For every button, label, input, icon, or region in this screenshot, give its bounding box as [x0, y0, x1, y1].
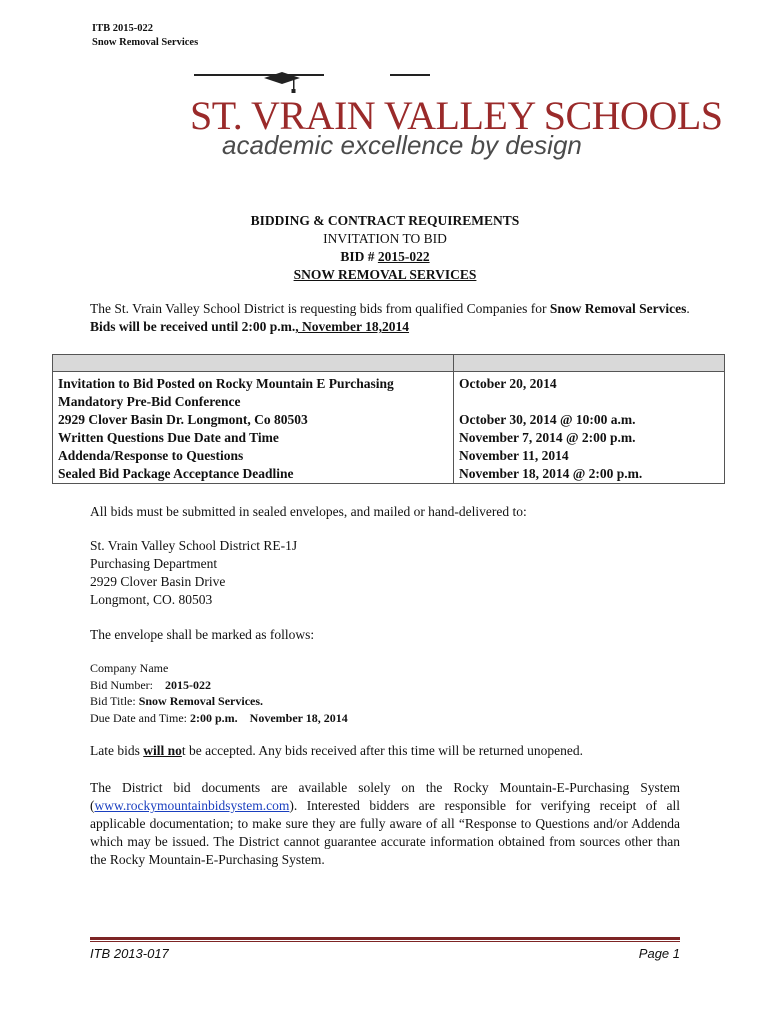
graduation-cap-icon: [262, 72, 302, 94]
page-number: Page 1: [638, 946, 680, 961]
bid-title-heading: SNOW REMOVAL SERVICES: [293, 267, 477, 282]
footer-divider-thin: [90, 941, 680, 942]
logo-name: ST. VRAIN VALLEY SCHOOLS: [190, 93, 723, 138]
intro-paragraph: The St. Vrain Valley School District is requesting bids from qualified Companies for Snow Removal Services. Bids will be received until 2:00 p.m., November 18,2014: [90, 301, 690, 334]
event-label: Invitation to Bid Posted on Rocky Mountain E Purchasing: [58, 376, 394, 391]
doc-id: ITB 2015-022: [92, 23, 153, 34]
doc-title: Snow Removal Services: [92, 37, 199, 48]
bid-number-heading: BID # 2015-022: [340, 249, 430, 264]
mailing-address: St. Vrain Valley School District RE-1J Purchasing Department 2929 Clover Basin Drive Longmont, CO. 80503: [90, 538, 298, 607]
event-date: [459, 393, 719, 411]
event-date: October 30, 2014 @ 10:00 a.m.: [459, 412, 636, 427]
late-bids-text: Late bids will not be accepted. Any bids received after this time will be returned unopened.: [90, 743, 583, 758]
event-date: November 11, 2014: [459, 448, 569, 463]
envelope-marking: Company Name Bid Number: 2015-022 Bid Title: Snow Removal Services. Due Date and Time: 2:00 p.m. November 18, 2014: [90, 661, 348, 725]
submission-text: All bids must be submitted in sealed envelopes, and mailed or hand-delivered to:: [90, 504, 527, 519]
event-label: Addenda/Response to Questions: [58, 448, 244, 463]
event-label: Mandatory Pre-Bid Conference: [58, 394, 241, 409]
schedule-table: [52, 354, 725, 484]
title-line2: INVITATION TO BID: [323, 231, 447, 246]
footer-doc-id: ITB 2013-017: [90, 946, 169, 961]
event-label: 2929 Clover Basin Dr. Longmont, Co 80503: [58, 412, 308, 427]
event-date: November 18, 2014 @ 2:00 p.m.: [459, 466, 643, 481]
event-date: October 20, 2014: [459, 376, 557, 391]
event-label: Sealed Bid Package Acceptance Deadline: [58, 466, 294, 481]
footer-divider: [90, 937, 680, 940]
event-date: November 7, 2014 @ 2:00 p.m.: [459, 430, 636, 445]
envelope-intro: The envelope shall be marked as follows:: [90, 627, 315, 642]
district-logo: [190, 72, 723, 162]
table-row: [53, 372, 725, 484]
table-header-row: [53, 355, 725, 372]
title-line1: BIDDING & CONTRACT REQUIREMENTS: [250, 213, 520, 228]
bid-system-link[interactable]: www.rockymountainbidsystem.com: [94, 798, 290, 813]
logo-tagline: academic excellence by design: [222, 130, 582, 160]
event-label: Written Questions Due Date and Time: [58, 430, 279, 445]
documents-paragraph: The District bid documents are available solely on the Rocky Mountain-E-Purchasing System (www.rockymountainbidsystem.com). Interested bidders are responsible for verifying receipt of all applicable documentation; to make sure they are fully aware of all “Response to Questions and/or Addenda which may be issued. The District cannot guarantee accurate information obtained from sources other than the Rocky Mountain-E-Purchasing System.: [90, 780, 680, 867]
